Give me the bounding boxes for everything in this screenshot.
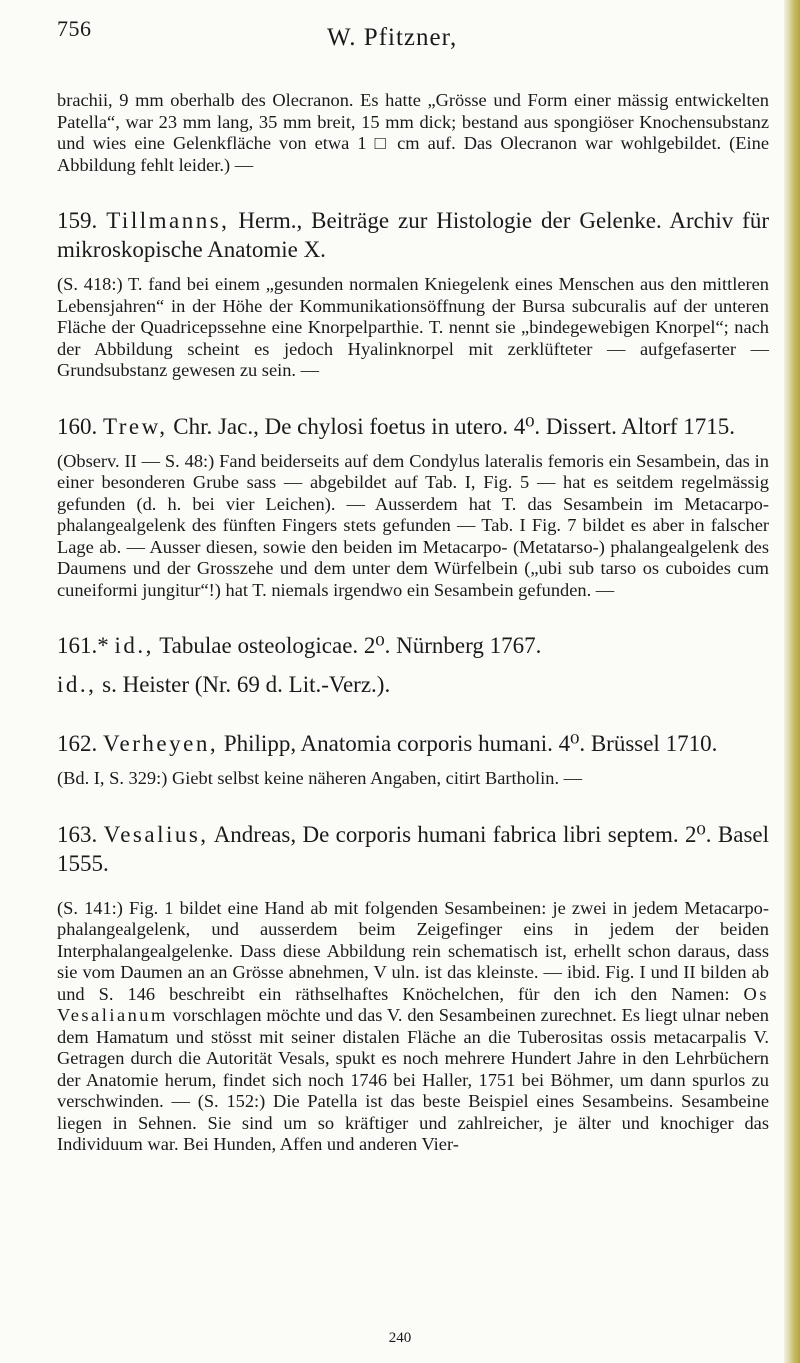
entry-161-crossref (57, 670, 769, 699)
entry-title-rest: Philipp, Anatomia corporis humani. 4⁰. Brüssel 1710. (223, 731, 718, 756)
note-text-b: vorschlagen möchte und das V. den Sesambeinen zurechnet. Es liegt ulnar neben dem Hamatum und stösst mit seiner distalen Fläche an die Tuberositas ossis metacarpalis V. Getragen durch die Autorität Vesals, spukt es noch mehrere Hundert Jahre in den Lehrbüchern der Anatomie herum, findet sich noch 1746 bei Haller, 1751 bei Böhmer, um dann spurlos zu verschwinden. — (S. 152:) Die Patella ist das beste Beispiel eines Sesambeins. Sesambeine liegen in Sehnen. Sie sind um so kräftiger und zahlreicher, je älter und knochiger das Individuum war. Bei Hunden, Affen und anderen Vier- (57, 1005, 769, 1154)
entry-title-rest: Chr. Jac., De chylosi foetus in utero. 4⁰. Dissert. Altorf 1715. (173, 413, 736, 439)
entry-160-note: (Observ. II — S. 48:) Fand beiderseits auf dem Condylus lateralis femoris ein Sesambein, das in einer besonderen Grube sass — abgebildet auf Tab. I, Fig. 5 — hat es seitdem regelmässig gefunden (d. h. bei vier Leichen). — Ausserdem hat T. das Sesambein im Metacarpo-phalangealgelenk des fünften Fingers stets gefunden — Tab. I Fig. 7 bildet es aber in falscher Lage ab. — Ausser diesen, sowie den beiden im Metacarpo- (Metatarso-) phalangealgelenk des Daumens und der Grosszehe und dem unter dem Würfelbein („ubi sub tarso os cuboides cum cuneiformi jungitur“!) hat T. niemals irgendwo ein Sesambein gefunden. — (57, 450, 769, 600)
page-body (57, 90, 769, 1156)
page-edge-shadow (784, 0, 800, 1363)
entry-author: Tillmanns, (106, 208, 230, 233)
entry-author: Vesalius, (103, 821, 209, 847)
running-head: W. Pfitzner, (327, 24, 458, 51)
entry-author: Verheyen, (103, 731, 219, 756)
entry-author: id., (114, 633, 154, 658)
entry-159-note: (S. 418:) T. fand bei einem „gesunden normalen Kniegelenk eines Menschen aus den mittleren Lebensjahren“ in der Höhe der Kommunikationsöffnung der Bursa subcuralis auf der unteren Fläche der Quadricepssehne eine Knorpelparthie. T. nennt sie „bindegewebigen Knorpel“; nach der Abbildung scheint es jedoch Hyalinknorpel mit zerklüfteter — aufgefaserter — Grundsubstanz gewesen zu sein. — (57, 274, 769, 380)
entry-crossref-text: s. Heister (Nr. 69 d. Lit.-Verz.). (102, 672, 391, 697)
intro-paragraph: brachii, 9 mm oberhalb des Olecranon. Es hatte „Grösse und Form einer mässig entwickelten Patella“, war 23 mm lang, 35 mm breit, 15 mm dick; bestand aus spongiöser Knochensubstanz und wies eine Gelenkfläche von etwa 1 □ cm auf. Das Olecranon war wohlgebildet. (Eine Abbildung fehlt leider.) — (57, 90, 769, 175)
signature-mark: 240 (388, 1330, 412, 1346)
entry-161-title (57, 631, 769, 660)
note-text-a: (S. 141:) Fig. 1 bildet eine Hand ab mit folgenden Sesambeinen: je zwei in jedem Metacarpo-phalangealgelenk, und ausserdem beim Zeigefinger eins in jedem der beiden Interphalangealgelenke. Dass diese Abbildung rein schematisch ist, erhellt schon daraus, dass sie vom Daumen an an Grösse abnehmen, V uln. ist das kleinste. — ibid. Fig. I und II bilden ab und S. 146 beschreibt ein räthselhaftes Knöchelchen, für den ich den Namen: (57, 897, 769, 1004)
entry-author: id., (57, 672, 97, 697)
note-term: Os Vesalianum (57, 983, 769, 1025)
entry-title-rest: Tabulae osteologicae. 2⁰. Nürnberg 1767. (159, 633, 542, 658)
page-number: 756 (57, 16, 92, 41)
entry-title-rest: Andreas, De corporis humani fabrica libri septem. 2⁰. Basel 1555. (57, 821, 769, 876)
entry-162-note: (Bd. I, S. 329:) Giebt selbst keine näheren Angaben, citirt Bartholin. — (57, 768, 583, 788)
page-header (57, 16, 767, 56)
entry-title-rest: Herm., Beiträge zur Histologie der Gelenke. Archiv für mikroskopische Anatomie X. (57, 208, 770, 262)
entry-number: 159. (57, 208, 98, 233)
entry-number: 161.* (57, 633, 109, 658)
entry-number: 160. (57, 413, 98, 439)
entry-163-note (57, 898, 769, 1156)
entry-160-title (57, 412, 769, 441)
entry-number: 162. (57, 731, 98, 756)
entry-number: 163. (57, 821, 98, 847)
entry-163-title (57, 820, 769, 878)
entry-162-title (57, 729, 769, 758)
entry-159-title (57, 206, 769, 264)
entry-author: Trew, (103, 413, 168, 439)
